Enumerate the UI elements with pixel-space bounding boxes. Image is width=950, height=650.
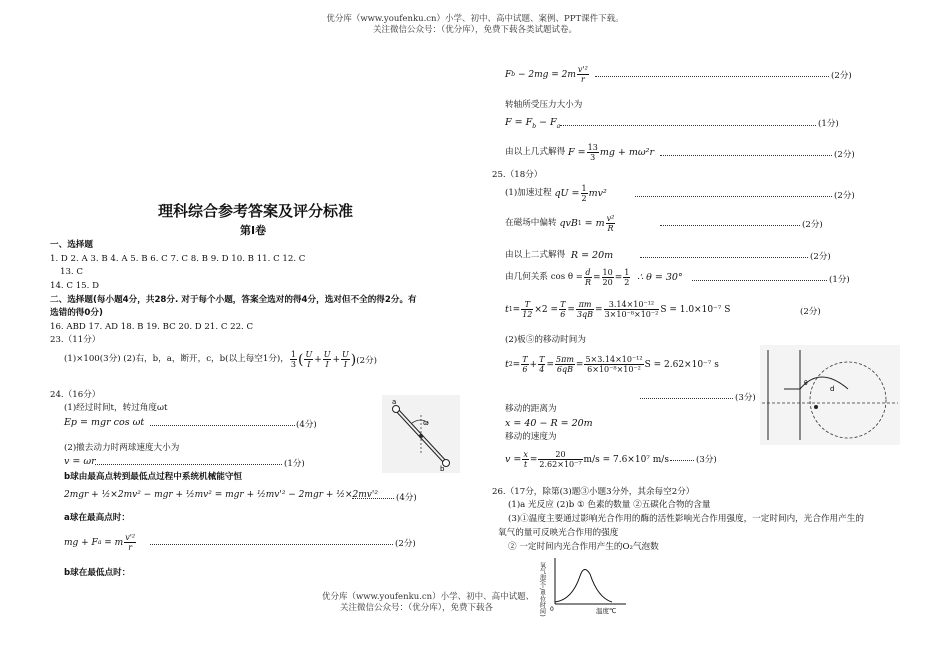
- q23-score: (2分): [356, 355, 378, 366]
- q24-s4: (2分): [395, 539, 416, 549]
- q25-s1: (2分): [834, 191, 855, 201]
- dotted-leader: [640, 398, 733, 399]
- r-s7: (2分): [834, 150, 855, 160]
- dotted-leader: [560, 125, 816, 126]
- dotted-leader: [670, 460, 694, 461]
- q25-s4: (1分): [829, 275, 850, 285]
- q25-p6: (2)板⑤的移动时间为: [505, 335, 586, 345]
- label-b: b: [440, 465, 445, 473]
- section1-heading: 一、选择题: [50, 240, 93, 250]
- magnetic-field-diagram: [760, 345, 900, 445]
- q25-s2: (2分): [802, 220, 823, 230]
- q25-e3: 由以上二式解得 R = 20m: [505, 250, 614, 261]
- footer-line-2: 关注微信公众号：（优分库），免费下载各: [340, 603, 494, 613]
- q25-e2: 在磁场中偏转 qvB 1 = m $\frac{\text{v²}}{R}$: [505, 214, 615, 233]
- q25-e7: x = 40 − R = 20m: [505, 418, 593, 429]
- q25-s5: (2分): [800, 307, 821, 317]
- subtitle: 第Ⅰ卷: [240, 224, 267, 237]
- page-title: 理科综合参考答案及评分标准: [158, 202, 354, 220]
- dotted-leader: [95, 464, 282, 465]
- q26-p3: 氧气的量可反映光合作用的强度: [498, 528, 619, 538]
- rod-diagram: [382, 395, 460, 473]
- answers-row-3: 16. ABD 17. AD 18. B 19. BC 20. D 21. C 22. C: [50, 322, 254, 332]
- answers-row-1: 1. D 2. A 3. B 4. A 5. B 6. C 7. C 8. B 9. D 10. B 11. C 12. C: [50, 254, 306, 264]
- section2-heading: 二、选择题(每小题4分，共28分. 对于每个小题，答案全选对的得4分，选对但不全的得2分。有: [50, 295, 417, 305]
- q24-p2: (2)撤去动力时两球速度大小为: [64, 443, 180, 453]
- q25-s6: (3分): [735, 393, 756, 403]
- q24-s3: (4分): [396, 493, 417, 503]
- q23-answer: (1)×100(3分) (2)右，b，a，断开，c，b(以上每空1分)， $\frac{1}{3}$ ( $\frac{U}{I}$ + $\frac{U}{I}$ + $\frac{U}{I}$ ) (2分): [64, 350, 378, 369]
- q24-e1: Ep = mgr cos ωt: [64, 417, 145, 428]
- q25-label: 25.（18分）: [492, 170, 543, 180]
- q24-label: 24.（16分）: [50, 390, 101, 400]
- q26-label: 26.（17分，除第(3)题③小题3分外，其余每空2分）: [492, 487, 695, 497]
- header-line-2: 关注微信公众号：（优分库），免费下载各类试题试卷。: [372, 25, 577, 35]
- dotted-leader: [692, 280, 827, 281]
- dotted-leader: [660, 155, 832, 156]
- q25-s3: (2分): [810, 252, 831, 262]
- label-a: a: [392, 398, 397, 406]
- dotted-leader: [635, 196, 832, 197]
- r-e5: F b − 2mg = 2m $\frac{\text{v'²}}{r}$: [505, 65, 588, 84]
- q25-s8: (3分): [696, 455, 717, 465]
- q24-s2: (1分): [284, 459, 305, 469]
- r-s6: (1分): [818, 119, 839, 129]
- header-line-1: 优分库（www.youfenku.cn）小学、初中、高中试题、案例、PPT课件下载。: [326, 14, 624, 24]
- q23-text: (1)×100(3分) (2)右，b，a，断开，c，b(以上每空1分)，: [64, 354, 289, 364]
- q25-p8: 移动的速度为: [505, 432, 557, 442]
- dotted-leader: [352, 498, 394, 499]
- r-p6: 转轴所受压力大小为: [505, 100, 583, 110]
- dotted-leader: [660, 225, 800, 226]
- q25-e5: t 1 = $\frac{T}{12}$ ×2 = $\frac{T}{6}$ = $\frac{\pi m}{3qB}$ = $\frac{\text{3.14×10⁻¹²}}{\text{3×10⁻⁸×10⁻²}}$ S = 1.0×10⁻⁷ S: [505, 300, 731, 319]
- q24-e4: mg + F a = m $\frac{\text{v'²}}{r}$: [64, 533, 136, 552]
- dotted-leader: [595, 76, 829, 77]
- q24-p4: a球在最高点时：: [64, 513, 130, 523]
- label-omega: ω: [423, 419, 429, 427]
- answers-row-1b: 13. C: [60, 267, 83, 277]
- r-e6: $F = F_b - F_a$: [505, 117, 561, 130]
- q25-e8: v = $\frac{x}{t}$ = $\frac{20}{\text{2.62×10⁻⁷}}$ m/s = 7.6×10⁷ m/s: [505, 450, 669, 469]
- svg-text:θ: θ: [804, 380, 808, 387]
- dotted-leader: [640, 257, 808, 258]
- footer-line-1: 优分库（www.youfenku.cn）小学、初中、高中试题、: [322, 592, 535, 602]
- q24-e3: 2mgr + ½×2mv² − mgr + ½mv² = mgr + ½mv'² − 2mgr + ½×2mv'²: [64, 490, 378, 500]
- graph-x-label: 温度℃: [596, 607, 617, 615]
- dotted-leader: [150, 544, 393, 545]
- q26-p4: ② 一定时间内光合作用产生的O₂气泡数: [508, 542, 659, 552]
- section2-heading-2: 选错的得0分): [50, 308, 103, 318]
- q24-s1: (4分): [296, 420, 317, 430]
- q25-e4: 由几何关系 cos θ = $\frac{d}{R}$ = $\frac{10}{20}$ = $\frac{1}{2}$ ∴ θ = 30°: [505, 268, 683, 287]
- q25-e6: t 2 = $\frac{T}{6}$ + $\frac{T}{4}$ = $\frac{5\pi m}{6qB}$ = $\frac{\text{5×3.14×10⁻¹²}}{\text{6×10⁻⁸×10⁻²}}$ S = 2.62×10⁻⁷ s: [505, 355, 719, 374]
- temperature-graph: [538, 554, 630, 617]
- q26-p1: (1)a 光反应 (2)b ① 色素的数量 ②五碳化合物的含量: [508, 500, 711, 510]
- dotted-leader: [150, 425, 295, 426]
- q24-p1: (1)经过时间t，转过角度ωt: [64, 403, 168, 413]
- r-s5: (2分): [831, 71, 852, 81]
- q24-e2: v = ωr: [64, 456, 96, 467]
- graph-y-label: 氧气泡(个/单位时间): [538, 562, 546, 617]
- q24-p5: b球在最低点时：: [64, 568, 131, 578]
- q24-p3: b球由最高点转到最低点过程中系统机械能守恒: [64, 472, 243, 482]
- graph-origin: 0: [550, 606, 554, 613]
- answers-row-2: 14. C 15. D: [50, 281, 99, 291]
- q25-p7: 移动的距离为: [505, 404, 557, 414]
- svg-text:d: d: [830, 385, 835, 393]
- q26-p2: (3)①温度主要通过影响光合作用的酶的活性影响光合作用强度，一定时间内，光合作用产生的: [508, 514, 864, 524]
- q23-frac-third: $\frac{1}{3}$: [290, 350, 296, 369]
- q25-e1: (1)加速过程 qU = $\frac{1}{2}$ mv²: [505, 184, 607, 203]
- r-e7: 由以上几式解得 F = $\frac{13}{3}$ mg + mω²r: [505, 143, 655, 162]
- q23-label: 23.（11分）: [50, 335, 101, 345]
